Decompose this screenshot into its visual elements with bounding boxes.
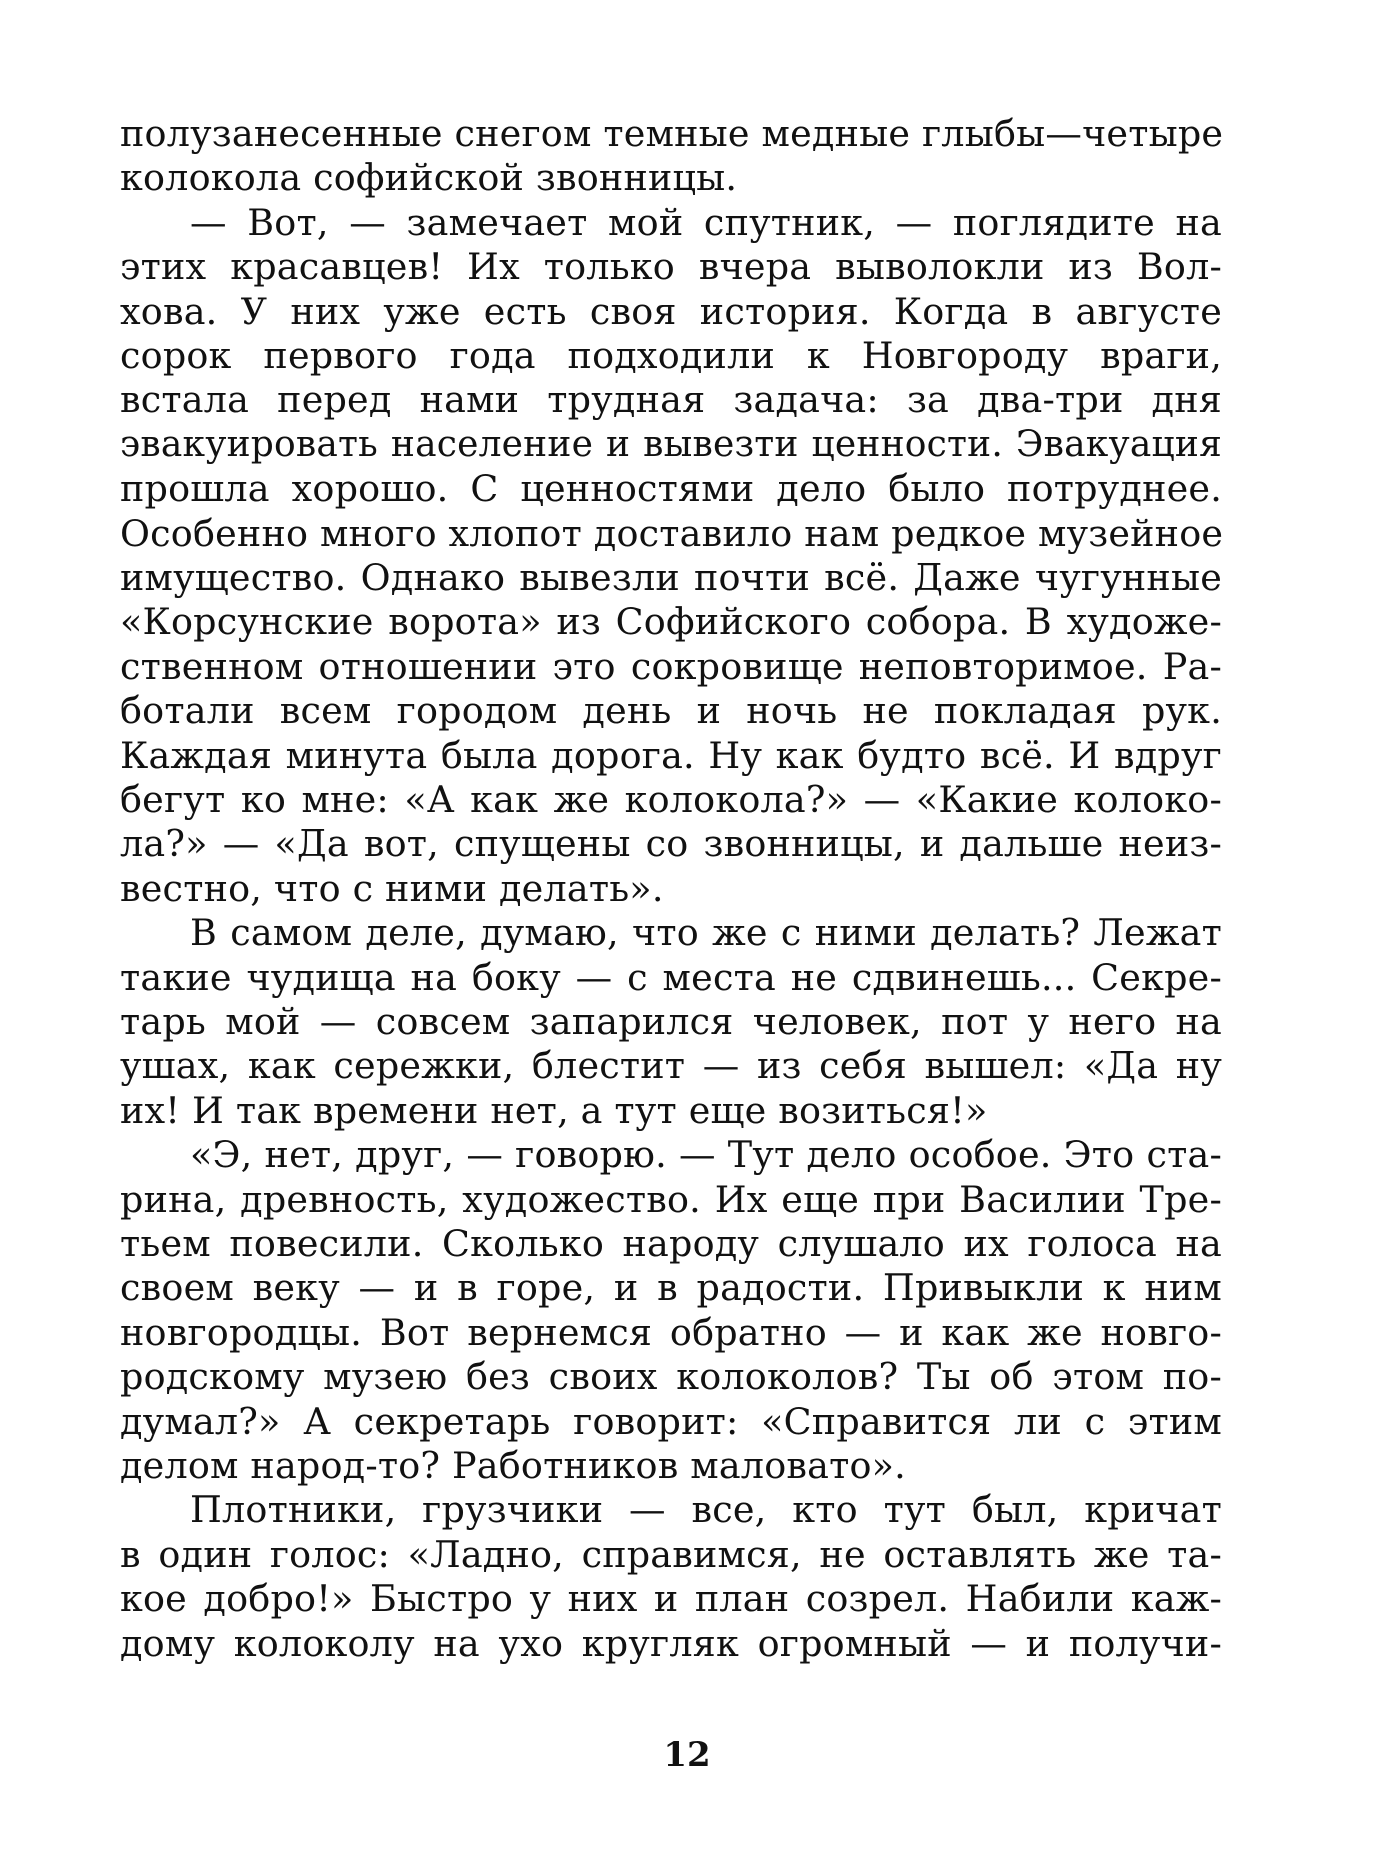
text-line: этих красавцев! Их только вчера выволокли из Вол-	[120, 245, 1222, 289]
text-line: Каждая минута была дорога. Ну как будто всё. И вдруг	[120, 733, 1222, 777]
text-line: кое добро!» Быстро у них и план созрел. Набили каж-	[120, 1577, 1222, 1621]
text-line: думал?» А секретарь говорит: «Справится ли с этим	[120, 1399, 1222, 1443]
text-line: рина, древность, художество. Их еще при Василии Тре-	[120, 1177, 1222, 1221]
text-line: ушах, как сережки, блестит — из себя вышел: «Да ну	[120, 1044, 1222, 1088]
text-line: встала перед нами трудная задача: за два-три дня	[120, 378, 1222, 422]
book-page-text	[120, 112, 1222, 1732]
text-line: родскому музею без своих колоколов? Ты об этом по-	[120, 1355, 1222, 1399]
text-line: делом народ-то? Работников маловато».	[120, 1444, 906, 1487]
text-line: имущество. Однако вывезли почти всё. Даже чугунные	[120, 556, 1222, 599]
text-line: такие чудища на боку — с места не сдвинешь... Секре-	[120, 955, 1222, 999]
text-line: ственном отношении это сокровище неповторимое. Ра-	[120, 644, 1222, 688]
text-line: бегут ко мне: «А как же колокола?» — «Какие колоко-	[120, 778, 1222, 821]
text-line: прошла хорошо. С ценностями дело было потруднее.	[120, 467, 1222, 511]
paragraph-first-line: Плотники, грузчики — все, кто тут был, кричат	[190, 1488, 1222, 1532]
text-line: колокола софийской звонницы.	[120, 156, 738, 200]
text-line: тьем повесили. Сколько народу слушало их голоса на	[120, 1222, 1222, 1265]
paragraph-first-line: — Вот, — замечает мой спутник, — поглядите на	[190, 200, 1222, 244]
text-line: ботали всем городом день и ночь не покладая рук.	[120, 689, 1222, 733]
text-line: «Корсунские ворота» из Софийского собора. В художе-	[120, 600, 1222, 644]
text-line: своем веку — и в горе, и в радости. Привыкли к ним	[120, 1266, 1222, 1310]
text-line: новгородцы. Вот вернемся обратно — и как же новго-	[120, 1310, 1222, 1354]
text-line: дому колоколу на ухо кругляк огромный — и получи-	[120, 1621, 1222, 1665]
text-line: полузанесенные снегом темные медные глыбы—четыре	[120, 112, 1224, 155]
paragraph-first-line: «Э, нет, друг, — говорю. — Тут дело особое. Это ста-	[190, 1133, 1222, 1177]
paragraph-first-line: В самом деле, думаю, что же с ними делать? Лежат	[190, 911, 1222, 955]
text-line: их! И так времени нет, а тут еще возиться!»	[120, 1088, 988, 1132]
text-line: тарь мой — совсем запарился человек, пот у него на	[120, 1000, 1222, 1043]
text-line: хова. У них уже есть своя история. Когда в августе	[120, 289, 1222, 333]
page-number: 12	[663, 1735, 711, 1775]
text-line: вестно, что с ними делать».	[120, 866, 664, 910]
text-line: Особенно много хлопот доставило нам редкое музейное	[120, 511, 1224, 555]
text-line: сорок первого года подходили к Новгороду враги,	[120, 334, 1222, 377]
text-line: ла?» — «Да вот, спущены со звонницы, и дальше неиз-	[120, 822, 1222, 866]
text-line: в один голос: «Ладно, справимся, не оставлять же та-	[120, 1532, 1222, 1576]
text-line: эвакуировать население и вывезти ценности. Эвакуация	[120, 423, 1222, 465]
